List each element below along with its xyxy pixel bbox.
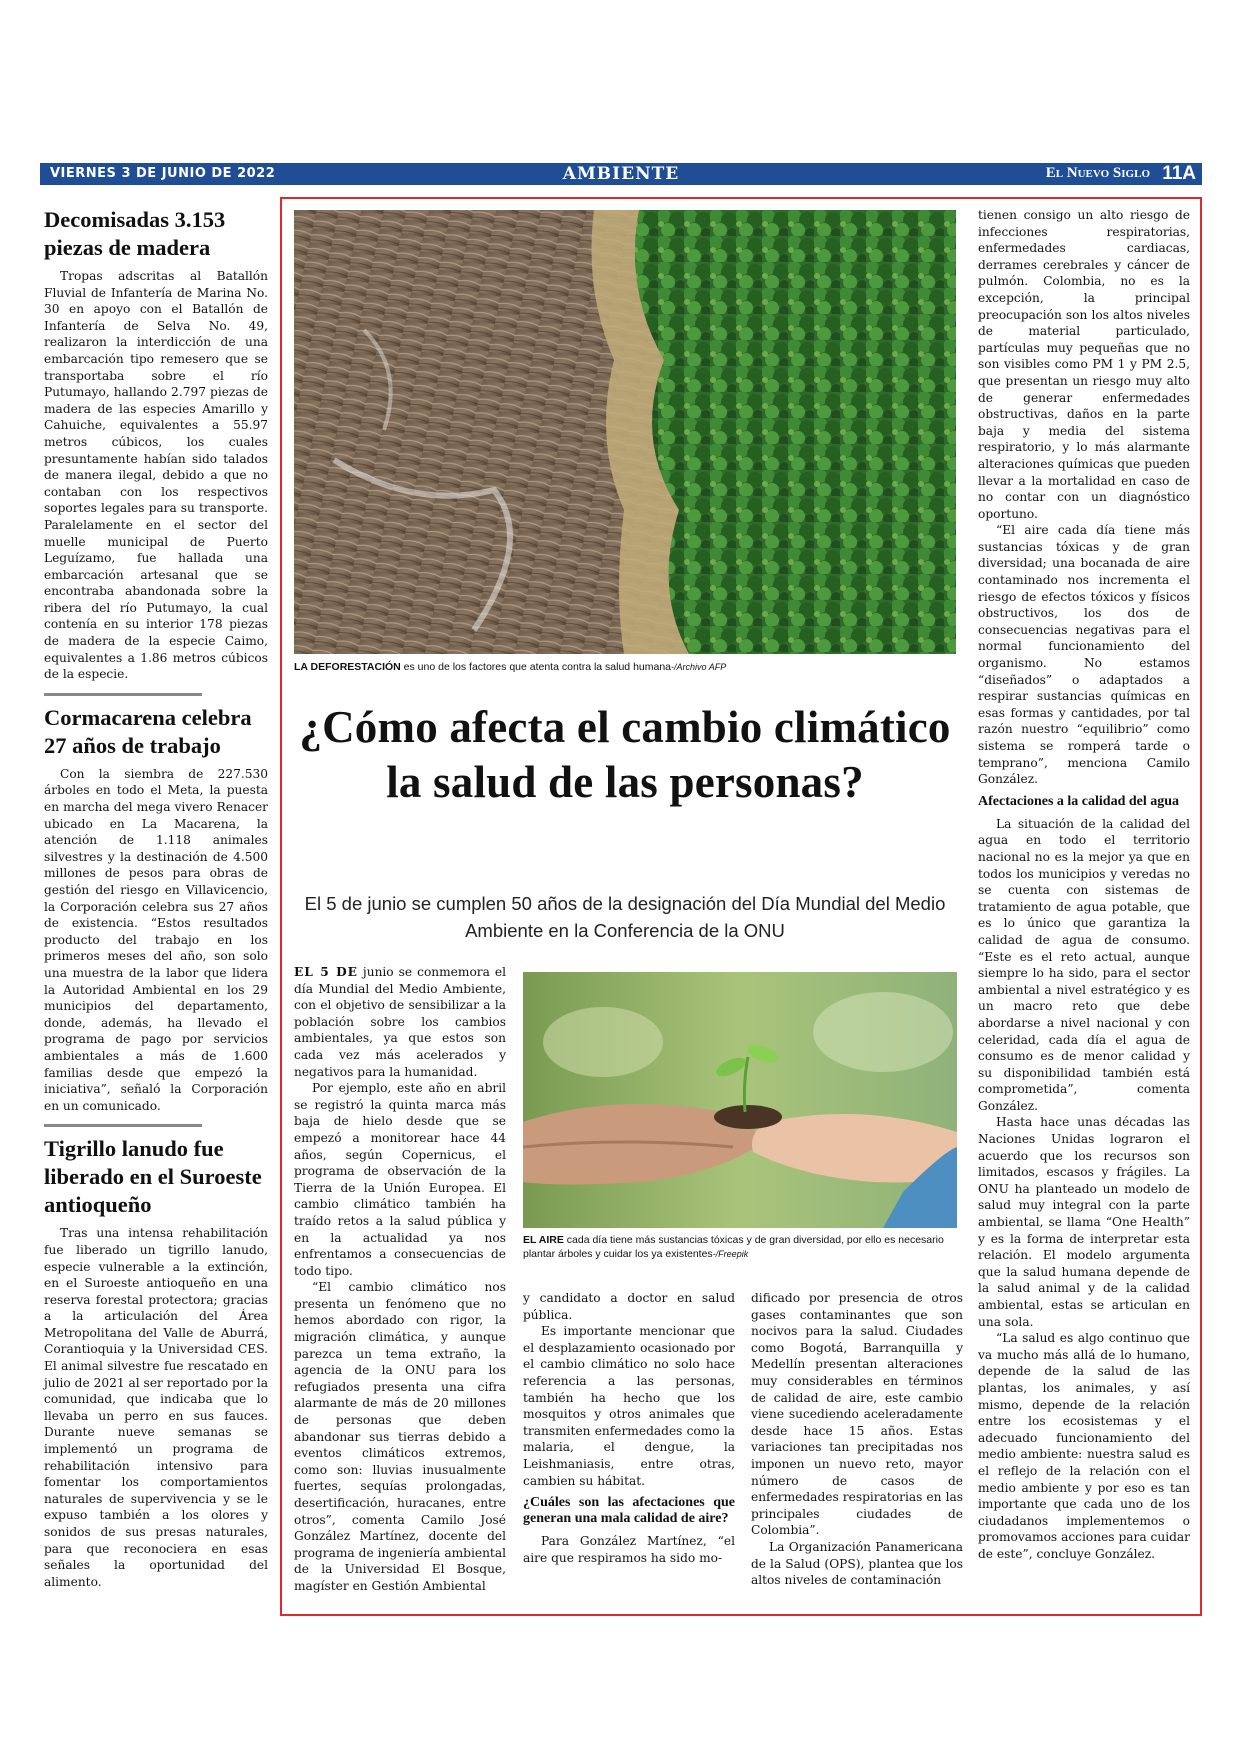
caption-lead: LA DEFORESTACIÓN <box>294 661 401 673</box>
paragraph: Para González Martínez, “el aire que respiramos ha sido mo- <box>523 1534 735 1565</box>
paragraph: Por ejemplo, este año en abril se registró la quinta marca más baja de hielo desde que se empezó a monitorear hace 44 años, según Copernicus, el programa de observación de la Tierra de la Unión Europea. El cambio climático también ha traído retos a la salud pública y en la actualidad ya nos enfrentamos a consecuencias de todo tipo. <box>294 1081 506 1278</box>
paragraph: tienen consigo un alto riesgo de infecciones respiratorias, enfermedades cardiacas, derrames cerebrales y cáncer de pulmón. Colombia, no es la excepción, la principal preocupación son los altos niveles de material particulado, partículas muy pequeñas que no son visibles como PM 1 y PM 2.5, que presentan un riesgo muy alto de generar enfermedades obstructivas, daños en la parte baja y media del sistema respiratorio, y lo más alarmante alteraciones químicas que pueden llevar a la mortalidad en caso de no contar con un diagnóstico oportuno. <box>978 208 1190 521</box>
article-subhead: El 5 de junio se cumplen 50 años de la designación del Día Mundial del Medio Ambiente en la Conferencia de la ONU <box>304 893 946 941</box>
lead-words: EL 5 DE <box>294 965 358 979</box>
divider <box>44 1124 202 1127</box>
deforestation-photo <box>294 210 956 654</box>
paragraph: La Organización Panamericana de la Salud (OPS), plantea que los altos niveles de contaminación <box>751 1539 963 1588</box>
paragraph: Hasta hace unas décadas las Naciones Unidas lograron el acuerdo que los recursos son limitados, escasos y frágiles. La ONU ha planteado un modelo de salud muy integral con la parte ambiental, se llama “One Health” y es la forma de interpretar esta relación. El modelo argumenta que la salud humana depende de la salud animal y de la calidad ambiental, estas se articulan en una sola. <box>978 1115 1190 1329</box>
article-column-2 <box>523 1290 735 1566</box>
hands-plant-photo <box>523 972 957 1228</box>
sidebar-story-title: Tigrillo lanudo fue liberado en el Suroeste antioqueño <box>44 1136 262 1218</box>
photo-credit: -/Freepik <box>712 1249 749 1259</box>
caption-text: es uno de los factores que atenta contra la salud humana <box>400 661 672 673</box>
caption-lead: EL AIRE <box>523 1234 564 1246</box>
sidebar-story-1 <box>44 206 268 1590</box>
photo-credit: -/Archivo AFP <box>671 662 727 672</box>
page-header-bar <box>40 163 1202 185</box>
paragraph: La situación de la calidad del agua en todo el territorio nacional no es la mejor ya que en todos los municipios y veredas no se cuenta con sistemas de tratamiento de agua potable, que es lo único que garantiza la calidad de agua de consumo. “Este es el reto actual, aunque siempre lo ha sido, para el sector ambiental a nivel estratégico y es un macro reto que debe abordarse a nivel nacional y con celeridad, cada día el agua de consumo es de menor calidad y su disponibilidad también está comprometida”, comenta González. <box>978 816 1190 1113</box>
paragraph: “El aire cada día tiene más sustancias tóxicas y de gran diversidad; una bocanada de aire contaminado nos incrementa el riesgo de efectos tóxicos y físicos obstructivos, los dos de consecuencias negativas para el normal funcionamiento del organismo. No estamos “diseñados” o adaptados a respirar sustancias químicas en esas formas y cantidades, por tal razón nuestro “equilibrio” como sistema se romperá tarde o temprano”, menciona Camilo González. <box>978 523 1190 787</box>
article-column-3 <box>751 1290 963 1589</box>
paragraph: “El cambio climático nos presenta un fenómeno que no hemos abordado con rigor, la migración climática, y aunque parezca un tema extraño, la agencia de la ONU para los refugiados presenta una cifra alarmante de más de 20 millones de personas que deben abandonar sus tierras debido a eventos climáticos extremos, como son: lluvias inusualmente fuertes, sequías prolongadas, desertificación, huracanes, entre otros”, comenta Camilo José González Martínez, docente del programa de ingeniería ambiental de la Universidad El Bosque, magíster en Gestión Ambiental <box>294 1280 506 1593</box>
divider <box>44 693 202 696</box>
page-number: 11A <box>1162 163 1196 184</box>
paragraph: y candidato a doctor en salud pública. <box>523 1291 735 1322</box>
section-title: AMBIENTE <box>562 164 680 184</box>
paragraph: Es importante mencionar que el desplazamiento ocasionado por el cambio climático no solo hace referencia a las personas, también ha hecho que los mosquitos y otros animales que transmiten enfermedades como la malaria, el dengue, la Leishmaniasis, entre otras, cambien su hábitat. <box>523 1324 735 1488</box>
issue-date: VIERNES 3 DE JUNIO DE 2022 <box>50 166 276 181</box>
photo2-caption <box>523 1233 957 1261</box>
photo1-caption <box>294 660 956 674</box>
article-subtitle: ¿Cuáles son las afectaciones que generan una mala calidad de aire? <box>523 1495 735 1527</box>
sidebar-story-title: Cormacarena celebra 27 años de trabajo <box>44 704 252 758</box>
paragraph: dificado por presencia de otros gases contaminantes que son nocivos para la salud. Ciudades como Bogotá, Barranquilla y Medellín presentan alteraciones muy considerables en términos de calidad de aire, este cambio viene sucediendo aceleradamente desde hace 15 años. Estas variaciones tan precipitadas nos imponen un nuevo reto, mayor número de casos de enfermedades respiratorias en las principales ciudades de Colombia”. <box>751 1291 963 1538</box>
caption-text: cada día tiene más sustancias tóxicas y de gran diversidad, por ello es necesario plantar árboles y cuidar los ya existentes <box>523 1234 944 1260</box>
newspaper-brand: El Nuevo Siglo <box>1045 165 1150 181</box>
sidebar-story-title: Decomisadas 3.153 piezas de madera <box>44 207 226 260</box>
sidebar-story-body: Tropas adscritas al Batallón Fluvial de Infantería de Marina No. 30 en apoyo con el Batallón de Infantería de Selva No. 49, realizaron la interdicción de una embarcación tipo remesero que se transportaba sobre el río Putumayo, hallando 2.797 piezas de madera de las especies Amarillo y Cahuiche, equivalentes a 55.97 metros cúbicos, los cuales presuntamente habían sido talados de manera ilegal, debido a que no contaban con los respectivos soportes legales para su transporte. Paralelamente en el sector del muelle municipal de Puerto Leguízamo, fue hallada una embarcación artesanal que se encontraba abandonada sobre la ribera del río Putumayo, la cual contenía en su interior 178 piezas de madera de la especie Caimo, equivalentes a 1.86 metros cúbicos de la especie. <box>44 269 268 682</box>
sidebar-story-body: Tras una intensa rehabilitación fue liberado un tigrillo lanudo, especie vulnerable a la extinción, en el Suroeste antioqueño en una reserva forestal protectora; gracias a la articulación del Área Metropolitana del Valle de Aburrá, Corantioquia y la Universidad CES. El animal silvestre fue rescatado en julio de 2021 al ser reportado por la comunidad, que indicaba que lo llevaba un perro en sus fauces. Durante nueve semanas se implementó un programa de rehabilitación intensivo para fomentar los comportamientos naturales de supervivencia y se le expuso también a los olores y sonidos de sus presas naturales, para que reconociera en esas señales la oportunidad del alimento. <box>44 1226 268 1589</box>
article-column-4 <box>978 207 1190 1563</box>
article-subtitle: Afectaciones a la calidad del agua <box>978 793 1180 809</box>
article-headline: ¿Cómo afecta el cambio climático la salud de las personas? <box>299 702 951 807</box>
article-column-1 <box>294 964 506 1595</box>
paragraph: junio se conmemora el día Mundial del Medio Ambiente, con el objetivo de sensibilizar a la población sobre los cambios ambientales, ya que estos son cada vez más acelerados y negativos para la humanidad. <box>294 965 506 1079</box>
deforestation-image <box>294 210 956 654</box>
sidebar-story-body: Con la siembra de 227.530 árboles en todo el Meta, la puesta en marcha del mega vivero Renacer ubicado en La Macarena, la atención de 1.118 animales silvestres y la destinación de 4.500 millones de pesos para obras de gestión del riesgo en Villavicencio, la Corporación celebra sus 27 años de existencia. “Estos resultados producto del trabajo en los primeros meses del año, son solo una muestra de la labor que lidera la Autoridad Ambiental en los 29 municipios del departamento, donde, además, ha llevado el programa de pago por servicios ambientales a más de 1.600 familias desde que empezó la iniciativa”, señaló la Corporación en un comunicado. <box>44 766 268 1113</box>
paragraph: “La salud es algo continuo que va mucho más allá de lo humano, depende de la salud de las plantas, los animales, y así mismo, depende de la relación entre los ecosistemas y el adecuado funcionamiento del medio ambiente: nuestra salud es el reflejo de la relación con el medio ambiente y por eso es tan importante que cada uno de los ciudadanos implementemos o promovamos acciones para cuidar de este”, concluye González. <box>978 1331 1190 1561</box>
hands-plant-image <box>523 972 957 1228</box>
